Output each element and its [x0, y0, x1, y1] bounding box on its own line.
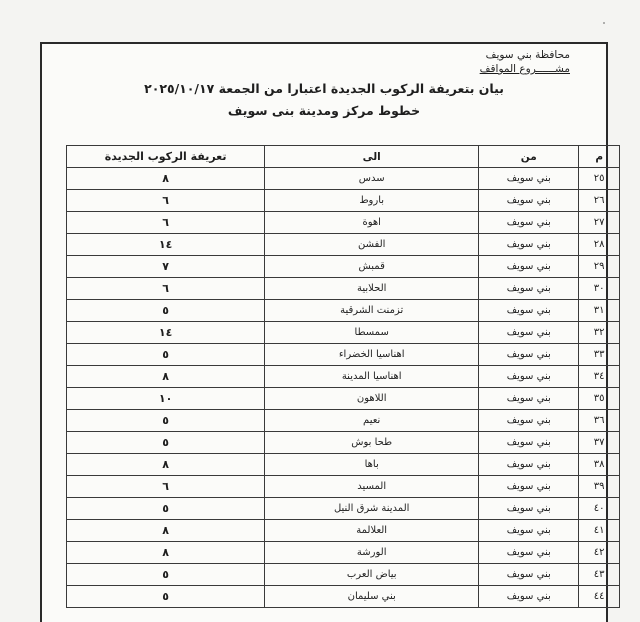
- row-fare: ٥: [67, 300, 265, 322]
- row-fare: ٨: [67, 454, 265, 476]
- table-row: [67, 278, 620, 300]
- table-row: [67, 168, 620, 190]
- table-row: [67, 388, 620, 410]
- table-row: [67, 344, 620, 366]
- row-from: بني سويف: [479, 564, 579, 586]
- row-fare: ٥: [67, 410, 265, 432]
- row-fare: ٦: [67, 476, 265, 498]
- table-row: [67, 256, 620, 278]
- scan-speck: [603, 22, 605, 24]
- row-to: الحلابية: [265, 278, 479, 300]
- row-fare: ٨: [67, 520, 265, 542]
- table-row: [67, 454, 620, 476]
- row-to: المسيد: [265, 476, 479, 498]
- row-from: بني سويف: [479, 388, 579, 410]
- row-to: الفشن: [265, 234, 479, 256]
- header-from: من: [479, 146, 579, 168]
- table-row: [67, 542, 620, 564]
- row-from: بني سويف: [479, 542, 579, 564]
- table-row: [67, 586, 620, 608]
- row-to: قمبش: [265, 256, 479, 278]
- header-to: الى: [265, 146, 479, 168]
- row-fare: ١٤: [67, 322, 265, 344]
- table-row: [67, 410, 620, 432]
- table-row: [67, 300, 620, 322]
- row-from: بني سويف: [479, 212, 579, 234]
- table-row: [67, 212, 620, 234]
- row-from: بني سويف: [479, 366, 579, 388]
- row-from: بني سويف: [479, 410, 579, 432]
- header-fare: تعريفة الركوب الجديدة: [67, 146, 265, 168]
- row-from: بني سويف: [479, 586, 579, 608]
- row-to: سدس: [265, 168, 479, 190]
- row-number: ٣٩: [579, 476, 620, 498]
- table-row: [67, 234, 620, 256]
- row-from: بني سويف: [479, 432, 579, 454]
- table-body: [67, 168, 620, 608]
- document-title: بيان بتعريفة الركوب الجديدة اعتبارا من الجمعة ٢٠٢٥/١٠/١٧: [144, 81, 504, 96]
- row-to: اهناسيا المدينة: [265, 366, 479, 388]
- row-number: ٣٨: [579, 454, 620, 476]
- row-from: بني سويف: [479, 300, 579, 322]
- table-row: [67, 476, 620, 498]
- table-row: [67, 432, 620, 454]
- row-to: باها: [265, 454, 479, 476]
- row-to: اهوة: [265, 212, 479, 234]
- row-from: بني سويف: [479, 344, 579, 366]
- table-row: [67, 322, 620, 344]
- table-row: [67, 190, 620, 212]
- row-number: ٢٧: [579, 212, 620, 234]
- row-to: بياض العرب: [265, 564, 479, 586]
- row-fare: ١٠: [67, 388, 265, 410]
- row-number: ٣٧: [579, 432, 620, 454]
- row-number: ٤٠: [579, 498, 620, 520]
- document-subtitle: خطوط مركز ومدينة بنى سويف: [227, 103, 421, 118]
- row-from: بني سويف: [479, 234, 579, 256]
- row-fare: ٦: [67, 278, 265, 300]
- row-number: ٢٨: [579, 234, 620, 256]
- row-from: بني سويف: [479, 454, 579, 476]
- row-to: باروط: [265, 190, 479, 212]
- row-to: تزمنت الشرقية: [265, 300, 479, 322]
- row-to: بني سليمان: [265, 586, 479, 608]
- row-fare: ٦: [67, 190, 265, 212]
- header-block: [450, 48, 570, 76]
- project-label: مشــــــروع المواقف: [479, 63, 570, 75]
- row-number: ٣١: [579, 300, 620, 322]
- row-to: طحا بوش: [265, 432, 479, 454]
- row-fare: ١٤: [67, 234, 265, 256]
- row-to: اهناسيا الخضراء: [265, 344, 479, 366]
- row-from: بني سويف: [479, 476, 579, 498]
- row-number: ٢٥: [579, 168, 620, 190]
- row-number: ٤٢: [579, 542, 620, 564]
- row-fare: ٥: [67, 344, 265, 366]
- row-fare: ٥: [67, 432, 265, 454]
- row-number: ٣٣: [579, 344, 620, 366]
- row-fare: ٨: [67, 168, 265, 190]
- governorate-label: محافظة بني سويف: [485, 49, 570, 61]
- row-to: الورشة: [265, 542, 479, 564]
- table-row: [67, 366, 620, 388]
- row-fare: ٨: [67, 366, 265, 388]
- row-number: ٣٢: [579, 322, 620, 344]
- row-from: بني سويف: [479, 498, 579, 520]
- row-number: ٤٣: [579, 564, 620, 586]
- row-number: ٢٩: [579, 256, 620, 278]
- row-number: ٣٠: [579, 278, 620, 300]
- table-row: [67, 564, 620, 586]
- table-header-row: [67, 146, 620, 168]
- row-to: اللاهون: [265, 388, 479, 410]
- row-number: ٣٦: [579, 410, 620, 432]
- table-row: [67, 498, 620, 520]
- row-number: ٣٤: [579, 366, 620, 388]
- table-row: [67, 520, 620, 542]
- row-fare: ٦: [67, 212, 265, 234]
- row-number: ٤٤: [579, 586, 620, 608]
- row-number: ٤١: [579, 520, 620, 542]
- document-sheet: [40, 42, 608, 622]
- row-number: ٣٥: [579, 388, 620, 410]
- row-fare: ٥: [67, 586, 265, 608]
- row-from: بني سويف: [479, 190, 579, 212]
- header-num: م: [579, 146, 620, 168]
- row-fare: ٥: [67, 564, 265, 586]
- row-number: ٢٦: [579, 190, 620, 212]
- row-from: بني سويف: [479, 168, 579, 190]
- row-to: سمسطا: [265, 322, 479, 344]
- row-from: بني سويف: [479, 278, 579, 300]
- row-from: بني سويف: [479, 322, 579, 344]
- row-fare: ٨: [67, 542, 265, 564]
- row-from: بني سويف: [479, 520, 579, 542]
- row-to: نعيم: [265, 410, 479, 432]
- fare-table: [66, 145, 620, 608]
- row-to: العلالمة: [265, 520, 479, 542]
- row-from: بني سويف: [479, 256, 579, 278]
- row-to: المدينة شرق النيل: [265, 498, 479, 520]
- row-fare: ٧: [67, 256, 265, 278]
- row-fare: ٥: [67, 498, 265, 520]
